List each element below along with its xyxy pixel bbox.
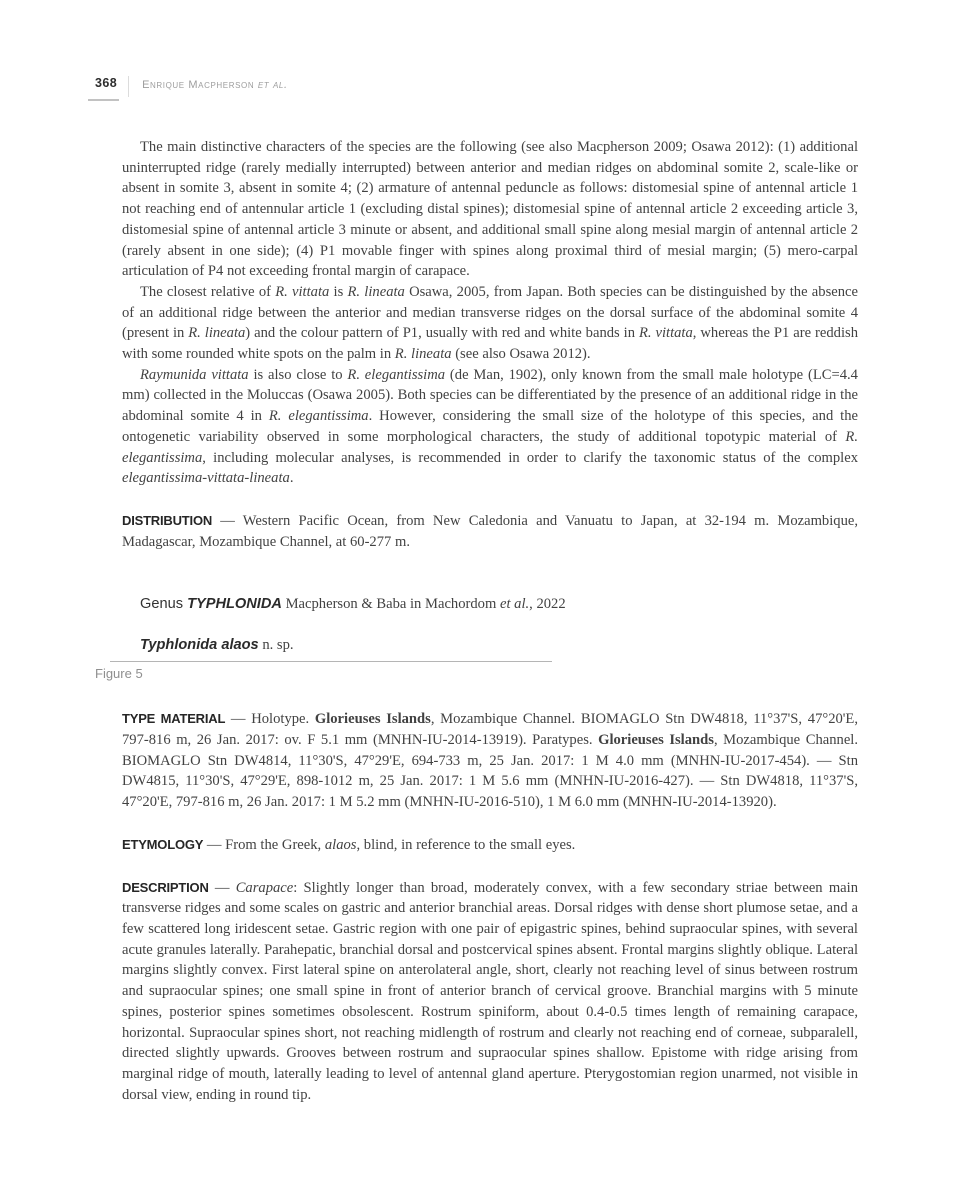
- section-type-material: TYPE MATERIAL — Holotype. Glorieuses Islands, Mozambique Channel. BIOMAGLO Stn DW4818, 11°37'S, 47°20'E, 797-816 m, 26 Jan. 2017: ov. F 5.1 mm (MNHN-IU-2014-13919). Paratypes. Glorieuses Islands, Mozambique Channel. BIOMAGLO Stn DW4814, 11°30'S, 47°29'E, 694-733 m, 25 Jan. 2017: 1 M 4.0 mm (MNHN-IU-2017-454). — Stn DW4815, 11°30'S, 47°29'E, 898-1012 m, 25 Jan. 2017: 1 M 5.6 mm (MNHN-IU-2016-427). — Stn DW4818, 11°37'S, 47°20'E, 797-816 m, 26 Jan. 2017: 1 M 5.2 mm (MNHN-IU-2016-510), 1 M 6.0 mm (MNHN-IU-2014-13920).: [122, 711, 859, 811]
- header-divider: [128, 76, 129, 97]
- species-heading-rule: [110, 661, 552, 662]
- text-column: [95, 137, 859, 1105]
- running-title: Enrique Macpherson et al.: [142, 79, 288, 91]
- species-block: [95, 637, 858, 682]
- paragraph-closest-relative: The closest relative of R. vittata is R. lineata Osawa, 2005, from Japan. Both species can be distinguished by the absence of an additional ridge between the anterior and median transverse ridges on the dorsal surface of the abdominal somite 4 (present in R. lineata) and the colour pattern of P1, usually with red and white bands in R. vittata, whereas the P1 are reddish with some rounded white spots on the palm in R. lineata (see also Osawa 2012).: [122, 283, 858, 363]
- running-header: [95, 76, 288, 97]
- page-number-underline: [88, 99, 119, 101]
- species-heading: Typhlonida alaos n. sp.: [140, 637, 294, 654]
- section-etymology: ETYMOLOGY — From the Greek, alaos, blind, in reference to the small eyes.: [122, 836, 576, 853]
- paragraph-raymunida-comparison: Raymunida vittata is also close to R. elegantissima (de Man, 1902), only known from the small male holotype (LC=4.4 mm) collected in the Moluccas (Osawa 2005). Both species can be differentiated by the presence of an additional ridge in the abdominal somite 4 in R. elegantissima. However, considering the small size of the holotype of this species, and the ontogenetic variability observed in some morphological characters, the study of additional topotypic material of R. elegantissima, including molecular analyses, is recommended in order to clarify the taxonomic status of the complex elegantissima-vittata-lineata.: [122, 366, 858, 487]
- paragraph-distinctive-characters: The main distinctive characters of the species are the following (see also Macpherson 2009; Osawa 2012): (1) additional uninterrupted ridge (rarely medially interrupted) between anterior and median ridges on abdominal somite 2, scale-like or absent in somite 3, absent in somite 4; (2) armature of antennal peduncle as follows: distomesial spine of antennal article 1 not reaching end of antennular article 1 (excluding distal spines); distomesial spine of antennal article 2 exceeding article 3, distomesial spine of antennal article 3 minute or absent, and additional small spine along mesial margin of antennal article 2 (rarely absent in one side); (4) P1 movable finger with spines along proximal third of mesial margin; (5) mero-carpal articulation of P4 not exceeding frontal margin of carapace.: [122, 139, 858, 280]
- section-distribution: DISTRIBUTION — Western Pacific Ocean, from New Caledonia and Vanuatu to Japan, at 32-194 m. Mozambique, Madagascar, Mozambique Channel, at 60-277 m.: [122, 512, 858, 550]
- page-number: 368: [95, 76, 118, 90]
- figure-reference: Figure 5: [95, 666, 143, 682]
- section-description: DESCRIPTION — Carapace: Slightly longer than broad, moderately convex, with a few secondary striae between main transverse ridges and some scales on gastric and anterior branchial areas. Dorsal ridges with dense short plumose setae, and a few scattered long iridescent setae. Gastric region with one pair of epigastric spines, behind supraocular spines, with several acute granules laterally. Parahepatic, branchial dorsal and postcervical spines absent. Frontal margins slightly oblique. Lateral margins slightly convex. First lateral spine on anterolateral angle, short, clearly not reaching level of sinus between rostrum and supraocular spines; one small spine in front of anterior branch of cervical groove. Branchial margins with 5 minute spines, posterior spines sometimes obsolescent. Rostrum spiniform, about 0.4-0.5 times length of remaining carapace, horizontal. Supraocular spines short, not reaching midlength of rostrum and clearly not reaching end of corneae, subparalell, directed slightly upwards. Grooves between rostrum and supraocular spines shallow. Epistome with ridge arising from marginal ridge of mouth, laterally leading to level of antennal gland aperture. Pterygostomian region unarmed, not visible in dorsal view, ending in round tip.: [122, 879, 859, 1103]
- genus-heading: Genus TYPHLONIDA Macpherson & Baba in Machordom et al., 2022: [140, 596, 566, 613]
